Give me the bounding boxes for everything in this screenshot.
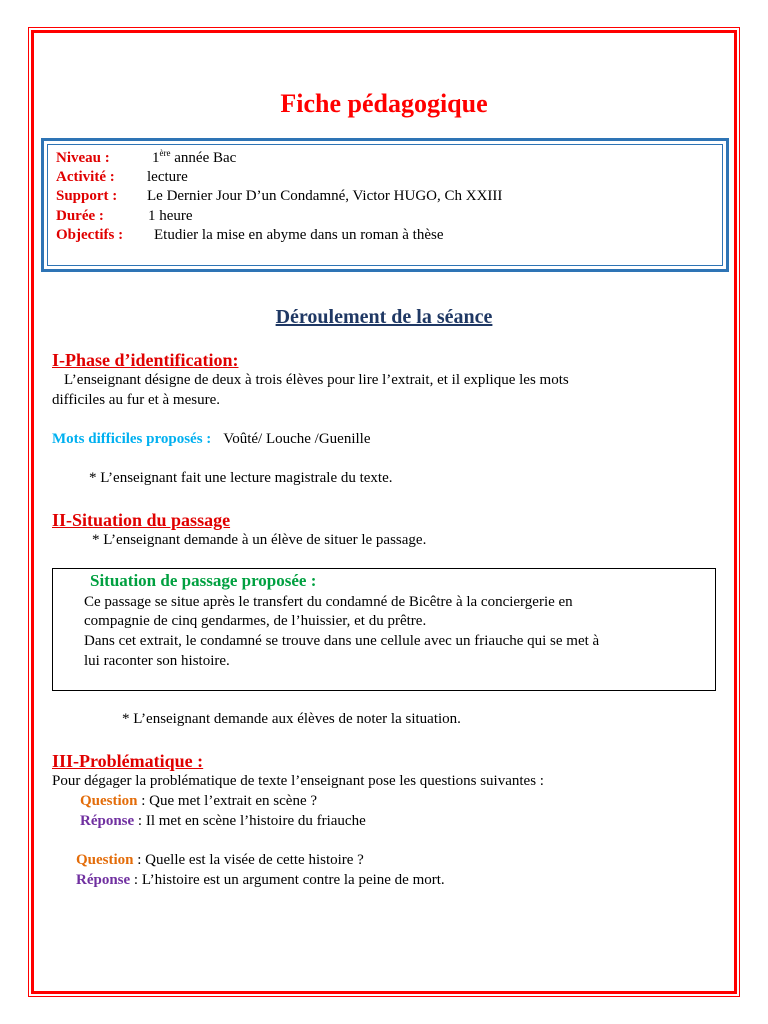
mots-label: Mots difficiles proposés : [52,431,212,447]
deroulement-heading: Déroulement de la séance [275,306,493,328]
duree-value: 1 heure [148,208,193,224]
phase2-note: * L’enseignant demande à un élève de situer le passage. [92,532,427,548]
situation-line: Dans cet extrait, le condamné se trouve dans une cellule avec un friauche qui se met à [84,633,600,649]
question-label: Question [76,852,134,868]
objectifs-label: Objectifs : [56,227,124,243]
phase3-heading: III-Problématique : [52,751,204,771]
question-label: Question [80,793,138,809]
phase1-text-line2: difficiles au fur et à mesure. [52,392,220,408]
duree-label: Durée : [56,208,104,224]
mots-value: Voûté/ Louche /Guenille [223,431,371,447]
niveau-label: Niveau : [56,150,110,166]
question-1 [80,792,317,811]
reponse-label: Réponse [80,813,135,829]
reponse-text: : Il met en scène l’histoire du friauche [134,813,366,829]
niveau-suffix: année Bac [170,150,237,166]
reponse-text: : L’histoire est un argument contre la peine de mort. [130,872,445,888]
page-title: Fiche pédagogique [280,89,488,118]
niveau-value [152,149,236,168]
situation-line: Ce passage se situe après le transfert du condamné de Bicêtre à la conciergerie en [84,594,573,610]
phase2-note2: * L’enseignant demande aux élèves de noter la situation. [122,711,461,727]
situation-line: compagnie de cinq gendarmes, de l’huissier, et du prêtre. [84,613,427,629]
phase3-intro: Pour dégager la problématique de texte l’enseignant pose les questions suivantes : [52,773,544,789]
question-text: : Quelle est la visée de cette histoire ? [133,852,364,868]
reponse-label: Réponse [76,872,131,888]
support-label: Support : [56,188,118,204]
niveau-sup: ère [159,148,171,158]
situation-box-title: Situation de passage proposée : [90,571,317,590]
info-box [41,138,729,272]
phase1-text-line1: L’enseignant désigne de deux à trois élèves pour lire l’extrait, et il explique les mots [64,372,569,388]
phase2-heading: II-Situation du passage [52,510,231,530]
activite-label: Activité : [56,169,115,185]
niveau-number: 1 [152,150,160,166]
phase1-heading: I-Phase d’identification: [52,350,239,370]
question-2 [76,851,364,870]
reponse-2 [76,871,445,890]
question-text: : Que met l’extrait en scène ? [137,793,318,809]
reponse-1 [80,812,366,831]
situation-line: lui raconter son histoire. [84,653,230,669]
activite-value: lecture [147,169,188,185]
objectifs-value: Etudier la mise en abyme dans un roman à thèse [154,227,444,243]
support-value: Le Dernier Jour D’un Condamné, Victor HUGO, Ch XXIII [147,188,503,204]
mots-difficiles [52,430,370,449]
info-box-inner [47,144,723,266]
lecture-note: * L’enseignant fait une lecture magistrale du texte. [89,470,393,486]
